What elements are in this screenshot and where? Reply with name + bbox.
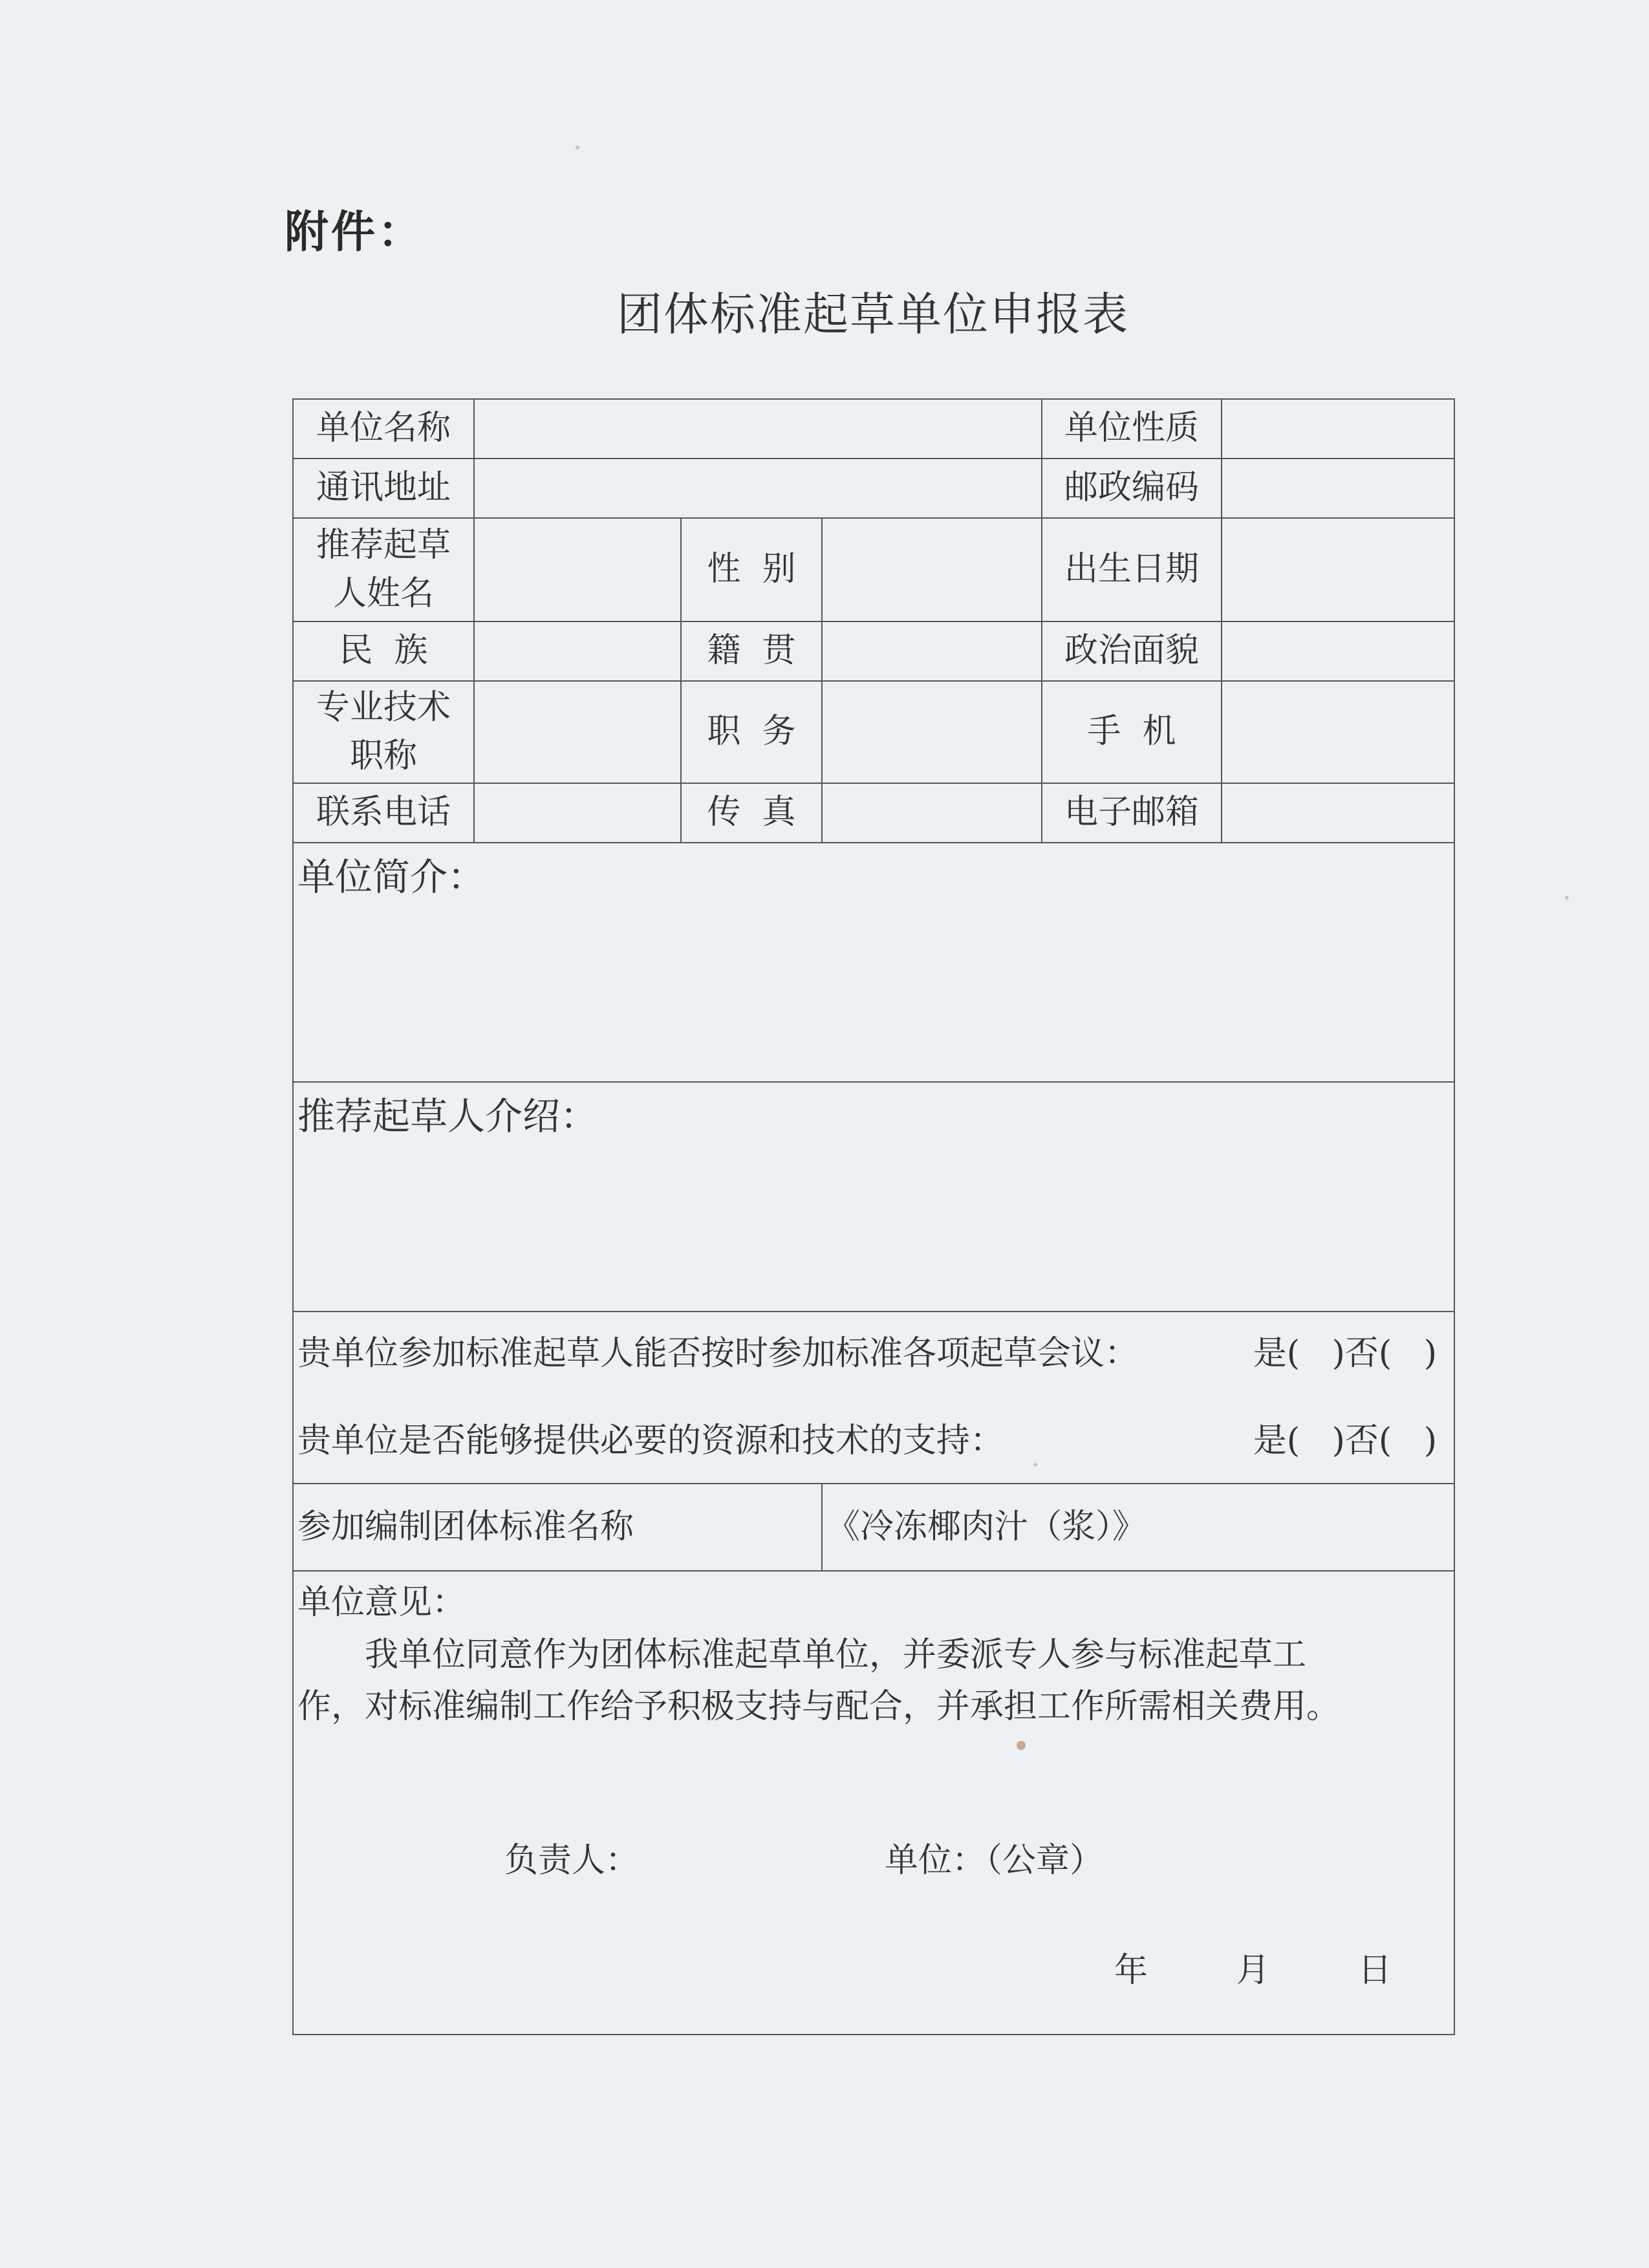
political-status-field[interactable] bbox=[1222, 621, 1454, 681]
form-row-standard bbox=[293, 1484, 1454, 1571]
form-row-unit-name bbox=[293, 399, 1454, 459]
native-place-field[interactable] bbox=[822, 621, 1042, 681]
opinion-label: 单位意见： bbox=[297, 1583, 466, 1622]
birth-date-label: 出生日期 bbox=[1042, 518, 1222, 621]
address-label: 通讯地址 bbox=[293, 459, 474, 518]
standard-value[interactable]: 《冷冻椰肉汁（浆）》 bbox=[822, 1484, 1454, 1571]
application-form bbox=[292, 398, 1455, 2035]
form-row-questions bbox=[293, 1312, 1454, 1484]
opinion-line1: 我单位同意作为团体标准起草单位，并委派专人参与标准起草工 bbox=[365, 1635, 1307, 1674]
day-label: 日 bbox=[1358, 1951, 1392, 1991]
question-resources-text: 贵单位是否能够提供必要的资源和技术的支持： bbox=[297, 1421, 1004, 1460]
responsible-person-label: 负责人： bbox=[504, 1841, 640, 1880]
ethnicity-label: 民 族 bbox=[293, 621, 474, 681]
native-place-label: 籍 贯 bbox=[681, 621, 822, 681]
mobile-field[interactable] bbox=[1222, 681, 1454, 783]
birth-date-field[interactable] bbox=[1222, 518, 1454, 621]
paper-speck bbox=[576, 146, 579, 149]
unit-seal-label: 单位：（公章） bbox=[885, 1841, 1104, 1880]
question-meetings-answer[interactable]: 是( )否( ) bbox=[1253, 1334, 1438, 1373]
month-label: 月 bbox=[1236, 1951, 1270, 1991]
unit-intro-field[interactable] bbox=[293, 843, 1454, 1082]
unit-intro-label: 单位简介： bbox=[297, 855, 486, 899]
phone-field[interactable] bbox=[474, 783, 681, 843]
political-status-label: 政治面貌 bbox=[1042, 621, 1222, 681]
year-label: 年 bbox=[1114, 1951, 1148, 1991]
position-field[interactable] bbox=[822, 681, 1042, 783]
attachment-label: 附件： bbox=[285, 207, 425, 258]
drafter-name-label-line2: 人姓名 bbox=[332, 574, 434, 613]
unit-name-label: 单位名称 bbox=[293, 399, 474, 459]
opinion-cell bbox=[293, 1571, 1454, 2035]
unit-nature-field[interactable] bbox=[1222, 399, 1454, 459]
ethnicity-field[interactable] bbox=[474, 621, 681, 681]
question-meetings-text: 贵单位参加标准起草人能否按时参加标准各项起草会议： bbox=[297, 1334, 1139, 1373]
opinion-line2: 作，对标准编制工作给予积极支持与配合，并承担工作所需相关费用。 bbox=[297, 1687, 1341, 1727]
form-row-title bbox=[293, 681, 1454, 783]
phone-label: 联系电话 bbox=[293, 783, 474, 843]
form-row-drafter-intro bbox=[293, 1082, 1454, 1312]
gender-field[interactable] bbox=[822, 518, 1042, 621]
drafter-intro-label: 推荐起草人介绍： bbox=[297, 1094, 598, 1138]
position-label: 职 务 bbox=[681, 681, 822, 783]
prof-title-label-line2: 职称 bbox=[349, 737, 417, 775]
date-line bbox=[297, 1947, 1450, 1995]
email-field[interactable] bbox=[1222, 783, 1454, 843]
fax-field[interactable] bbox=[822, 783, 1042, 843]
prof-title-field[interactable] bbox=[474, 681, 681, 783]
standard-label: 参加编制团体标准名称 bbox=[293, 1484, 822, 1571]
drafter-name-label bbox=[293, 518, 474, 621]
form-row-drafter bbox=[293, 518, 1454, 621]
form-row-contact bbox=[293, 783, 1454, 843]
mobile-label: 手 机 bbox=[1042, 681, 1222, 783]
fax-label: 传 真 bbox=[681, 783, 822, 843]
postcode-field[interactable] bbox=[1222, 459, 1454, 518]
question-meetings bbox=[297, 1330, 1450, 1378]
questions-cell bbox=[293, 1312, 1454, 1484]
drafter-name-label-line1: 推荐起草 bbox=[316, 525, 451, 565]
form-row-ethnicity bbox=[293, 621, 1454, 681]
question-resources bbox=[297, 1417, 1450, 1465]
form-row-opinion bbox=[293, 1571, 1454, 2035]
drafter-intro-field[interactable] bbox=[293, 1082, 1454, 1312]
form-title: 团体标准起草单位申报表 bbox=[617, 288, 1129, 341]
paper-speck bbox=[1565, 896, 1569, 900]
prof-title-label bbox=[293, 681, 474, 783]
prof-title-label-line1: 专业技术 bbox=[316, 687, 451, 727]
paper-speck bbox=[1033, 1463, 1037, 1467]
question-resources-answer[interactable]: 是( )否( ) bbox=[1253, 1421, 1438, 1460]
postcode-label: 邮政编码 bbox=[1042, 459, 1222, 518]
drafter-name-field[interactable] bbox=[474, 518, 681, 621]
form-row-address bbox=[293, 459, 1454, 518]
gender-label: 性 别 bbox=[681, 518, 822, 621]
paper-stain bbox=[1017, 1741, 1026, 1750]
email-label: 电子邮箱 bbox=[1042, 783, 1222, 843]
unit-nature-label: 单位性质 bbox=[1042, 399, 1222, 459]
address-field[interactable] bbox=[474, 459, 1042, 518]
signature-line bbox=[297, 1837, 1450, 1885]
form-row-unit-intro bbox=[293, 843, 1454, 1082]
unit-name-field[interactable] bbox=[474, 399, 1042, 459]
